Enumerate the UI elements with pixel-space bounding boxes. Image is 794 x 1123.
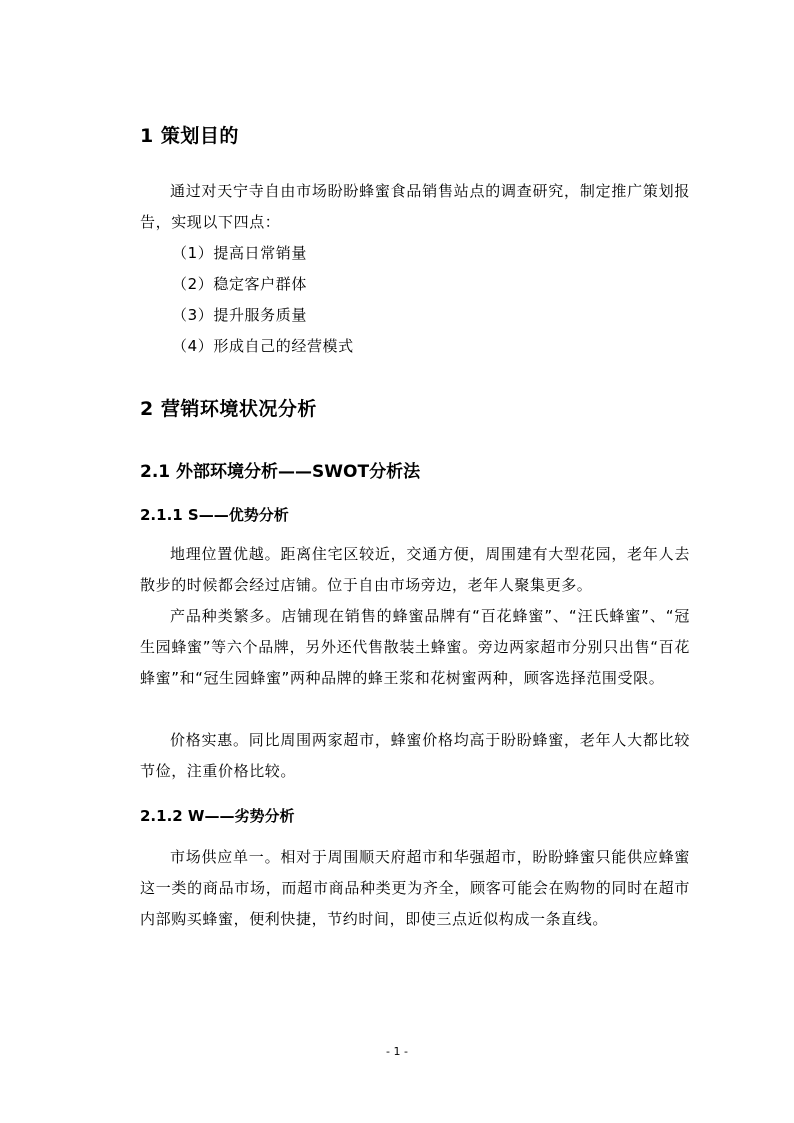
list-item: （3）提升服务质量 xyxy=(172,306,307,324)
section-1-heading: 1 策划目的 xyxy=(140,125,239,147)
strength-paragraph-1: 地理位置优越。距离住宅区较近，交通方便，周围建有大型花园，老年人去散步的时候都会经过店铺。位于自由市场旁边，老年人聚集更多。 xyxy=(140,545,690,594)
section-2-heading: 2 营销环境状况分析 xyxy=(140,398,317,420)
section-2-1-2-heading: 2.1.2 W——劣势分析 xyxy=(140,807,295,825)
weakness-paragraph-1: 市场供应单一。相对于周围顺天府超市和华强超市，盼盼蜂蜜只能供应蜂蜜这一类的商品市场，而超市商品种类更为齐全，顾客可能会在购物的同时在超市内部购买蜂蜜，便利快捷，节约时间，即使三点近似构成一条直线。 xyxy=(140,848,690,928)
strength-paragraph-2: 产品种类繁多。店铺现在销售的蜂蜜品牌有“百花蜂蜜”、“汪氏蜂蜜”、“冠生园蜂蜜”等六个品牌，另外还代售散装土蜂蜜。旁边两家超市分别只出售“百花蜂蜜”和“冠生园蜂蜜”两种品牌的蜂王浆和花树蜜两种，顾客选择范围受限。 xyxy=(140,607,690,687)
list-item: （4）形成自己的经营模式 xyxy=(172,337,354,355)
section-2-1-heading: 2.1 外部环境分析——SWOT分析法 xyxy=(140,462,421,482)
strength-paragraph-3: 价格实惠。同比周围两家超市，蜂蜜价格均高于盼盼蜂蜜，老年人大都比较节俭，注重价格比较。 xyxy=(140,731,690,780)
list-item: （2）稳定客户群体 xyxy=(172,275,307,293)
section-2-1-1-heading: 2.1.1 S——优势分析 xyxy=(140,506,289,524)
page-number: - 1 - xyxy=(386,1045,408,1058)
section-1-paragraph: 通过对天宁寺自由市场盼盼蜂蜜食品销售站点的调查研究，制定推广策划报告，实现以下四点： xyxy=(140,182,690,231)
list-item: （1）提高日常销量 xyxy=(172,244,307,262)
